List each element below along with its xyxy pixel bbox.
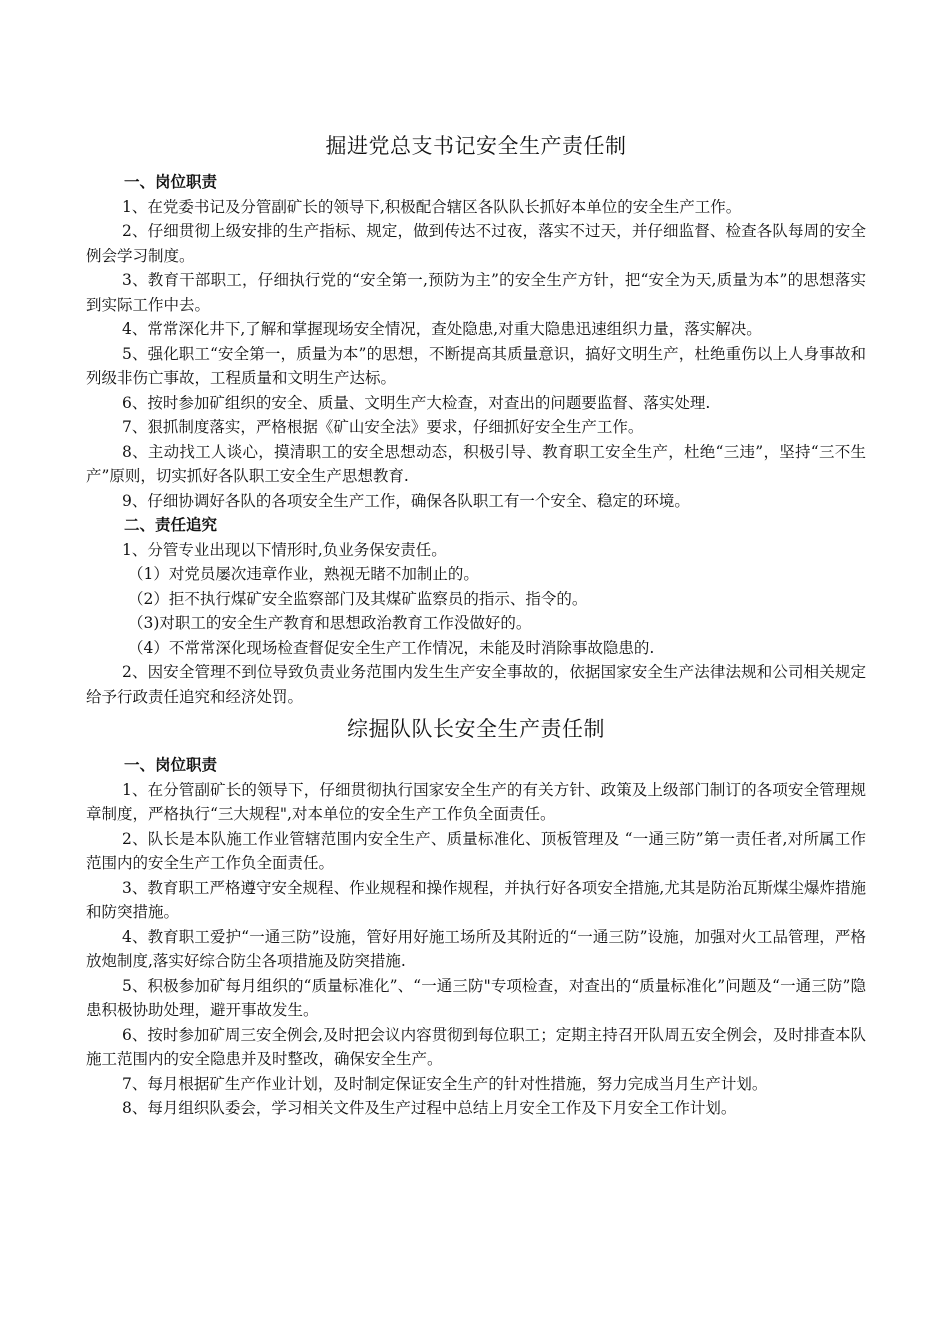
accountability-sub-2: （2）拒不执行煤矿安全监察部门及其煤矿监察员的指示、指令的。 [128,589,588,608]
leader-duty-item-4: 4、教育职工爱护“一通三防”设施，管好用好施工场所及其附近的“一通三防”设施，加强对火工品管理，严格放炮制度,落实好综合防尘各项措施及防突措施. [86,927,866,970]
leader-duty-item-1: 1、在分管副矿长的领导下，仔细贯彻执行国家安全生产的有关方针、政策及上级部门制订的各项安全管理规章制度，严格执行“三大规程",对本单位的安全生产工作负全面责任。 [86,780,866,823]
duty-item-9: 9、仔细协调好各队的各项安全生产工作，确保各队职工有一个安全、稳定的环境。 [122,491,690,510]
duty-item-5: 5、强化职工“安全第一，质量为本”的思想，不断提高其质量意识，搞好文明生产，杜绝重伤以上人身事故和列级非伤亡事故，工程质量和文明生产达标。 [86,344,866,387]
duty-item-3: 3、教育干部职工，仔细执行党的“安全第一,预防为主”的安全生产方针，把“安全为天,质量为本”的思想落实到实际工作中去。 [86,271,866,314]
accountability-item-1: 1、分管专业出现以下情形时,负业务保安责任。 [122,540,447,559]
leader-duty-item-8: 8、每月组织队委会，学习相关文件及生产过程中总结上月安全工作及下月安全工作计划。 [122,1099,737,1117]
leader-duty-item-6: 6、按时参加矿周三安全例会,及时把会议内容贯彻到每位职工；定期主持召开队周五安全例会，及时排查本队施工范围内的安全隐患并及时整改，确保安全生产。 [86,1025,866,1068]
document-page [86,126,866,1121]
document-title-1: 掘进党总支书记安全生产责任制 [325,134,627,158]
leader-duty-item-3: 3、教育职工严格遵守安全规程、作业规程和操作规程，并执行好各项安全措施,尤其是防治瓦斯煤尘爆炸措施和防突措施。 [86,878,866,921]
section-heading-accountability: 二、责任追究 [124,516,218,534]
document-title-2: 综掘队队长安全生产责任制 [347,717,605,741]
section-heading-job-duties-2: 一、岗位职责 [124,756,218,774]
leader-duty-item-5: 5、积极参加矿每月组织的“质量标准化”、“一通三防"专项检查，对查出的“质量标准化”问题及“一通三防”隐患积极协助处理，避开事故发生。 [86,976,866,1019]
duty-item-8: 8、主动找工人谈心，摸清职工的安全思想动态，积极引导、教育职工安全生产，杜绝“三违”，坚持“三不生产”原则，切实抓好各队职工安全生产思想教育. [86,442,866,485]
accountability-sub-4: （4）不常常深化现场检查督促安全生产工作情况，未能及时消除事故隐患的. [128,638,655,657]
section-heading-job-duties-1: 一、岗位职责 [124,173,218,191]
accountability-sub-1: （1）对党员屡次违章作业，熟视无睹不加制止的。 [128,565,479,583]
duty-item-4: 4、常常深化井下,了解和掌握现场安全情况，查处隐患,对重大隐患迅速组织力量，落实解决。 [122,320,762,338]
leader-duty-item-2: 2、队长是本队施工作业管辖范围内安全生产、质量标准化、顶板管理及 “一通三防”第一责任者,对所属工作范围内的安全生产工作负全面责任。 [86,829,866,872]
duty-item-1: 1、在党委书记及分管副矿长的领导下,积极配合辖区各队队长抓好本单位的安全生产工作。 [122,197,742,216]
accountability-item-2: 2、因安全管理不到位导致负责业务范围内发生生产安全事故的，依据国家安全生产法律法规和公司相关规定给予行政责任追究和经济处罚。 [86,663,866,706]
accountability-sub-3: （3)对职工的安全生产教育和思想政治教育工作没做好的。 [128,614,532,632]
duty-item-6: 6、按时参加矿组织的安全、质量、文明生产大检查，对查出的问题要监督、落实处理. [122,393,711,412]
duty-item-2: 2、仔细贯彻上级安排的生产指标、规定，做到传达不过夜，落实不过天，并仔细监督、检查各队每周的安全例会学习制度。 [86,222,866,265]
duty-item-7: 7、狠抓制度落实，严格根据《矿山安全法》要求，仔细抓好安全生产工作。 [122,418,644,436]
leader-duty-item-7: 7、每月根据矿生产作业计划，及时制定保证安全生产的针对性措施，努力完成当月生产计划。 [122,1074,768,1093]
